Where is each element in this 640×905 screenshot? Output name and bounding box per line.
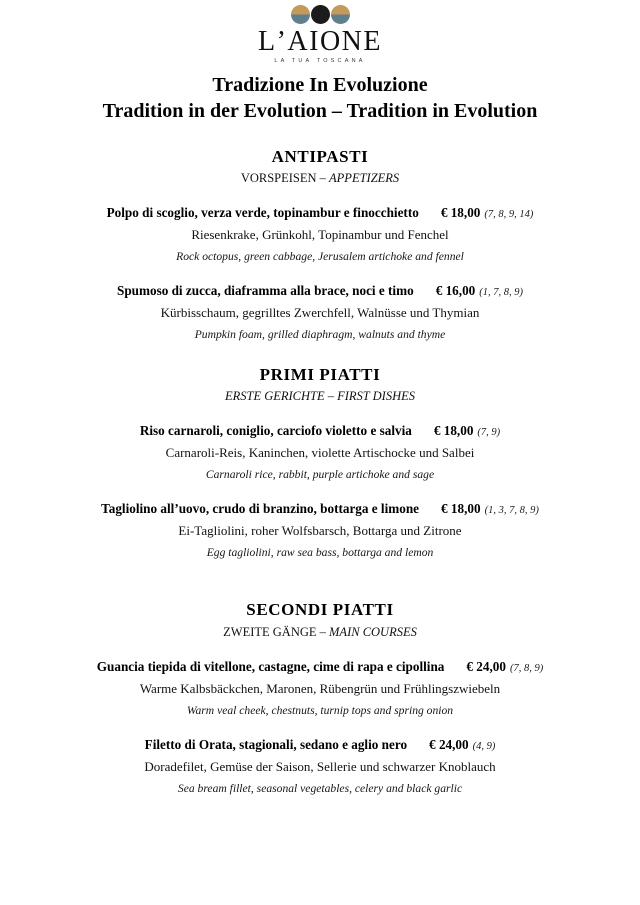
menu-item-heading	[0, 282, 640, 300]
menu-item-english: Sea bream fillet, seasonal vegetables, celery and black garlic	[177, 781, 463, 795]
menu-item-heading	[0, 422, 640, 440]
section-subtitle	[0, 388, 640, 405]
menu-item-german: Riesenkrake, Grünkohl, Topinambur und Fenchel	[191, 227, 449, 243]
menu-item-name: Polpo di scoglio, verza verde, topinambur e finocchietto	[106, 204, 419, 220]
menu-item-price: € 24,00	[429, 736, 469, 752]
section-subtitle	[0, 624, 640, 641]
menu-item-price: € 18,00	[440, 204, 481, 220]
menu-item-name: Tagliolino all’uovo, crudo di branzino, bottarga e limone	[101, 500, 420, 516]
menu-item-english: Egg tagliolini, raw sea bass, bottarga and lemon	[206, 545, 434, 559]
section-subtitle	[0, 170, 640, 187]
menu-item-allergens: (1, 7, 8, 9)	[479, 286, 523, 298]
page-title	[0, 73, 640, 124]
menu-item	[0, 422, 640, 483]
section-title: ANTIPASTI	[271, 146, 369, 166]
menu-item-name: Filetto di Orata, stagionali, sedano e aglio nero	[144, 736, 408, 752]
logo-dots-mark	[0, 4, 640, 24]
menu-item-price: € 16,00	[435, 282, 476, 298]
menu-item-german: Kürbisschaum, gegrilltes Zwerchfell, Walnüsse und Thymian	[160, 305, 480, 321]
logo-dot-center-icon	[311, 5, 330, 24]
menu-item-allergens: (7, 9)	[477, 426, 501, 438]
menu-item-allergens: (7, 8, 9, 14)	[484, 208, 534, 220]
section-subtitle-en: ERSTE GERICHTE – FIRST DISHES	[224, 388, 416, 403]
logo-dot-right-icon	[331, 5, 350, 24]
menu-item-english: Rock octopus, green cabbage, Jerusalem artichoke and fennel	[176, 250, 464, 264]
menu-item-german: Ei-Tagliolini, roher Wolfsbarsch, Bottarga und Zitrone	[178, 523, 462, 539]
section-title: SECONDI PIATTI	[246, 600, 394, 620]
section-subtitle-de: VORSPEISEN –	[240, 170, 330, 185]
section-subtitle-en: MAIN COURSES	[329, 624, 417, 639]
menu-item	[0, 282, 640, 343]
menu-item-name: Spumoso di zucca, diaframma alla brace, noci e timo	[116, 282, 414, 298]
restaurant-logo	[0, 0, 640, 64]
section-subtitle-en: APPETIZERS	[329, 170, 400, 185]
section-title: PRIMI PIATTI	[259, 364, 381, 384]
menu-section-secondi-piatti	[0, 600, 640, 796]
menu-item-name: Riso carnaroli, coniglio, carciofo violetto e salvia	[139, 422, 412, 438]
menu-item-heading	[0, 736, 640, 754]
menu-item-allergens: (4, 9)	[472, 740, 496, 752]
menu-item-price: € 24,00	[466, 658, 506, 674]
logo-dot-left-icon	[291, 5, 310, 24]
menu-item-english: Pumpkin foam, grilled diaphragm, walnuts and thyme	[194, 327, 446, 341]
menu-section-antipasti	[0, 147, 640, 343]
menu-item-heading	[0, 658, 640, 676]
menu-item	[0, 500, 640, 561]
page-title-translations: Tradition in der Evolution – Tradition in Evolution	[102, 99, 538, 122]
menu-item-heading	[0, 500, 640, 518]
menu-item	[0, 204, 640, 265]
menu-item	[0, 658, 640, 719]
menu-item	[0, 736, 640, 797]
menu-item-name: Guancia tiepida di vitellone, castagne, cime di rapa e cipollina	[96, 658, 445, 674]
menu-item-allergens: (1, 3, 7, 8, 9)	[484, 504, 539, 516]
menu-item-heading	[0, 204, 640, 222]
menu-item-english: Warm veal cheek, chestnuts, turnip tops and spring onion	[186, 703, 454, 717]
page-title-italian: Tradizione In Evoluzione	[212, 74, 428, 97]
logo-tagline: LA TUA TOSCANA	[274, 58, 366, 65]
logo-wordmark: LʼAIONE	[257, 26, 383, 57]
menu-item-german: Carnaroli-Reis, Kaninchen, violette Artischocke und Salbei	[165, 445, 475, 461]
menu-item-price: € 18,00	[441, 500, 481, 516]
menu-item-price: € 18,00	[433, 422, 474, 438]
menu-item-english: Carnaroli rice, rabbit, purple artichoke and sage	[205, 467, 435, 481]
menu-section-primi-piatti	[0, 365, 640, 561]
menu-item-allergens: (7, 8, 9)	[509, 662, 544, 674]
section-subtitle-de: ZWEITE GÄNGE –	[223, 624, 330, 639]
menu-item-german: Doradefilet, Gemüse der Saison, Sellerie und schwarzer Knoblauch	[144, 759, 496, 775]
menu-item-german: Warme Kalbsbäckchen, Maronen, Rübengrün und Frühlingszwiebeln	[139, 681, 501, 697]
